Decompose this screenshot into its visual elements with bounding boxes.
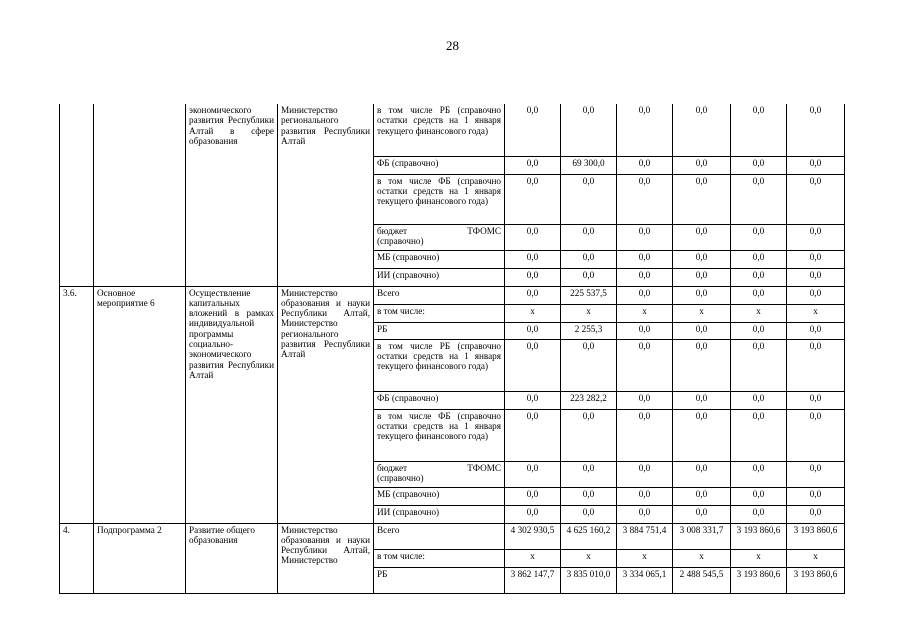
amount-cell: 3 193 860,6 [787, 567, 845, 593]
amount-cell: 0,0 [673, 156, 731, 174]
amount-cell: 0,0 [505, 250, 561, 268]
amount-cell: 3 862 147,7 [505, 567, 561, 593]
row-number-cell [60, 104, 94, 286]
amount-cell: 0,0 [731, 286, 787, 304]
amount-cell: 223 282,2 [561, 391, 617, 409]
amount-cell: 0,0 [561, 104, 617, 156]
amount-cell: 0,0 [787, 286, 845, 304]
amount-cell: х [673, 549, 731, 567]
amount-cell: х [731, 304, 787, 322]
amount-cell: 0,0 [505, 505, 561, 523]
amount-cell: 0,0 [673, 339, 731, 391]
funding-source-cell: Всего [374, 286, 505, 304]
funding-source-cell: бюджет ТФОМС (справочно) [374, 461, 505, 487]
amount-cell: 0,0 [505, 339, 561, 391]
funding-source-cell: в том числе РБ (справочно остатки средств на 1 января текущего финансового года) [374, 339, 505, 391]
budget-table [59, 104, 845, 594]
event-description-cell: Осуществление капитальных вложений в рамках индивидуальной программы социально-экономического развития Республики Алтай [186, 286, 278, 523]
amount-cell: 0,0 [731, 174, 787, 224]
amount-cell: 0,0 [673, 174, 731, 224]
funding-source-cell: ИИ (справочно) [374, 505, 505, 523]
amount-cell: 0,0 [731, 505, 787, 523]
funding-source-cell: в том числе: [374, 549, 505, 567]
amount-cell: х [505, 304, 561, 322]
amount-cell: 69 300,0 [561, 156, 617, 174]
amount-cell: 0,0 [673, 250, 731, 268]
funding-source-cell: МБ (справочно) [374, 250, 505, 268]
amount-cell: 0,0 [505, 391, 561, 409]
amount-cell: х [787, 304, 845, 322]
amount-cell: 2 255,3 [561, 322, 617, 339]
amount-cell: 3 334 065,1 [617, 567, 673, 593]
row-number-cell: 4. [60, 523, 94, 593]
amount-cell: 0,0 [787, 268, 845, 286]
amount-cell: 0,0 [617, 286, 673, 304]
event-name-cell [94, 104, 186, 286]
amount-cell: 0,0 [787, 339, 845, 391]
amount-cell: 0,0 [673, 409, 731, 461]
amount-cell: 0,0 [561, 174, 617, 224]
amount-cell: 0,0 [617, 322, 673, 339]
page-number: 28 [446, 38, 459, 53]
amount-cell: 0,0 [673, 268, 731, 286]
amount-cell: х [617, 549, 673, 567]
amount-cell: х [787, 549, 845, 567]
amount-cell: 4 302 930,5 [505, 523, 561, 549]
executor-cell: Министерство образования и науки Республики Алтай, Министерство [278, 523, 374, 593]
table-row [60, 523, 845, 549]
amount-cell: 0,0 [787, 322, 845, 339]
amount-cell: 0,0 [505, 174, 561, 224]
amount-cell: 0,0 [617, 409, 673, 461]
funding-source-cell: РБ [374, 322, 505, 339]
funding-source-cell: в том числе РБ (справочно остатки средств на 1 января текущего финансового года) [374, 104, 505, 156]
amount-cell: 0,0 [617, 339, 673, 391]
amount-cell: 0,0 [673, 391, 731, 409]
table-row [60, 286, 845, 304]
amount-cell: 0,0 [505, 268, 561, 286]
amount-cell: х [731, 549, 787, 567]
funding-source-cell: ИИ (справочно) [374, 268, 505, 286]
amount-cell: 0,0 [617, 224, 673, 250]
executor-cell: Министерство регионального развития Республики Алтай [278, 104, 374, 286]
funding-source-cell: МБ (справочно) [374, 487, 505, 505]
amount-cell: 0,0 [673, 322, 731, 339]
event-name-cell: Подпрограмма 2 [94, 523, 186, 593]
amount-cell: 0,0 [561, 409, 617, 461]
amount-cell: 0,0 [731, 224, 787, 250]
row-number-cell: 3.6. [60, 286, 94, 523]
funding-source-cell: ФБ (справочно) [374, 156, 505, 174]
amount-cell: 0,0 [673, 286, 731, 304]
funding-source-cell: ФБ (справочно) [374, 391, 505, 409]
amount-cell: 0,0 [731, 339, 787, 391]
amount-cell: 0,0 [617, 391, 673, 409]
amount-cell: 0,0 [617, 461, 673, 487]
amount-cell: 0,0 [561, 250, 617, 268]
amount-cell: 0,0 [787, 104, 845, 156]
amount-cell: 0,0 [673, 505, 731, 523]
amount-cell: 0,0 [505, 156, 561, 174]
amount-cell: 0,0 [731, 487, 787, 505]
amount-cell: 4 625 160,2 [561, 523, 617, 549]
amount-cell: 0,0 [561, 461, 617, 487]
amount-cell: 0,0 [673, 461, 731, 487]
amount-cell: 0,0 [617, 156, 673, 174]
amount-cell: 0,0 [673, 487, 731, 505]
amount-cell: 0,0 [617, 104, 673, 156]
amount-cell: 0,0 [787, 505, 845, 523]
event-name-cell: Основное мероприятие 6 [94, 286, 186, 523]
amount-cell: 0,0 [561, 224, 617, 250]
amount-cell: 0,0 [617, 505, 673, 523]
funding-source-cell: в том числе ФБ (справочно остатки средств на 1 января текущего финансового года) [374, 174, 505, 224]
event-description-cell: экономического развития Республики Алтай в сфере образования [186, 104, 278, 286]
amount-cell: 3 008 331,7 [673, 523, 731, 549]
amount-cell: 0,0 [617, 250, 673, 268]
amount-cell: 2 488 545,5 [673, 567, 731, 593]
funding-source-cell: в том числе: [374, 304, 505, 322]
amount-cell: х [505, 549, 561, 567]
amount-cell: 0,0 [731, 461, 787, 487]
amount-cell: 0,0 [561, 339, 617, 391]
amount-cell: х [561, 304, 617, 322]
table-row [60, 104, 845, 156]
amount-cell: 3 835 010,0 [561, 567, 617, 593]
amount-cell: 0,0 [673, 224, 731, 250]
amount-cell: 0,0 [731, 250, 787, 268]
funding-source-cell: Всего [374, 523, 505, 549]
amount-cell: 0,0 [505, 322, 561, 339]
amount-cell: х [617, 304, 673, 322]
amount-cell: 3 884 751,4 [617, 523, 673, 549]
amount-cell: 0,0 [617, 268, 673, 286]
amount-cell: 0,0 [673, 104, 731, 156]
amount-cell: 0,0 [731, 322, 787, 339]
funding-source-cell: бюджет ТФОМС (справочно) [374, 224, 505, 250]
amount-cell: 0,0 [787, 461, 845, 487]
amount-cell: 225 537,5 [561, 286, 617, 304]
amount-cell: 0,0 [731, 156, 787, 174]
amount-cell: 0,0 [505, 409, 561, 461]
amount-cell: 0,0 [731, 268, 787, 286]
amount-cell: х [673, 304, 731, 322]
amount-cell: 3 193 860,6 [731, 523, 787, 549]
amount-cell: 0,0 [787, 391, 845, 409]
amount-cell: 0,0 [787, 224, 845, 250]
amount-cell: 0,0 [505, 487, 561, 505]
event-description-cell: Развитие общего образования [186, 523, 278, 593]
amount-cell: 0,0 [505, 224, 561, 250]
amount-cell: 0,0 [505, 286, 561, 304]
amount-cell: 0,0 [561, 505, 617, 523]
amount-cell: 0,0 [617, 487, 673, 505]
amount-cell: 0,0 [505, 461, 561, 487]
amount-cell: х [561, 549, 617, 567]
amount-cell: 0,0 [787, 487, 845, 505]
amount-cell: 0,0 [787, 156, 845, 174]
funding-source-cell: РБ [374, 567, 505, 593]
amount-cell: 0,0 [731, 409, 787, 461]
executor-cell: Министерство образования и науки Республики Алтай, Министерство регионального развития Республики Алтай [278, 286, 374, 523]
amount-cell: 0,0 [731, 104, 787, 156]
amount-cell: 3 193 860,6 [731, 567, 787, 593]
amount-cell: 0,0 [787, 174, 845, 224]
amount-cell: 0,0 [787, 409, 845, 461]
amount-cell: 0,0 [505, 104, 561, 156]
amount-cell: 0,0 [787, 250, 845, 268]
funding-source-cell: в том числе ФБ (справочно остатки средств на 1 января текущего финансового года) [374, 409, 505, 461]
amount-cell: 0,0 [731, 391, 787, 409]
amount-cell: 0,0 [561, 487, 617, 505]
amount-cell: 0,0 [617, 174, 673, 224]
amount-cell: 3 193 860,6 [787, 523, 845, 549]
amount-cell: 0,0 [561, 268, 617, 286]
